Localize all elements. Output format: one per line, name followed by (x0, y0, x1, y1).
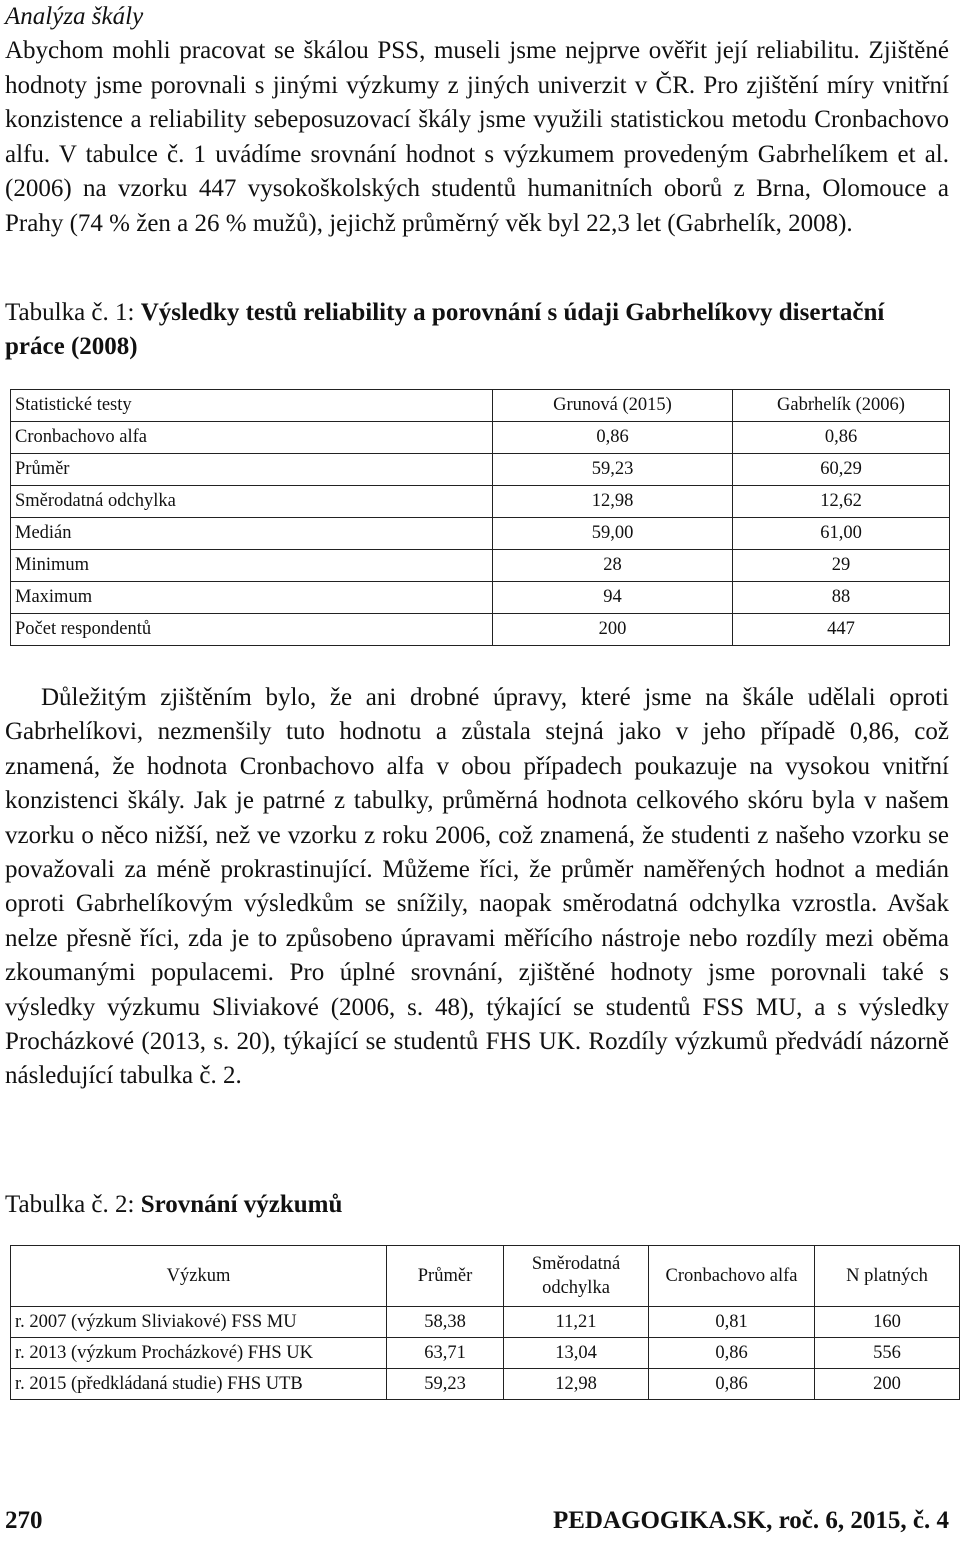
table-cell: Medián (11, 518, 493, 550)
table-header-cell: N platných (815, 1246, 960, 1307)
intro-paragraph: Abychom mohli pracovat se škálou PSS, museli jsme nejprve ověřit její reliabilitu. Zjištěné hodnoty jsme porovnali s jinými výzkumy z jiných univerzit v ČR. Pro zjištění míry vnitřní konzistence a reliability sebeposuzovací škály jsme využili statistickou metodu Cronbachovo alfu. V tabulce č. 1 uvádíme srovnání hodnot s výzkumem provedeným Gabrhelíkem et al. (2006) na vzorku 447 vysokoškolských studentů humanitních oborů z Brna, Olomouce a Prahy (74 % žen a 26 % mužů), jejichž průměrný věk byl 22,3 let (Gabrhelík, 2008). (5, 37, 949, 237)
table-header-cell: Průměr (387, 1246, 504, 1307)
table1-caption (5, 296, 949, 364)
table1-caption-prefix: Tabulka č. 1: (5, 299, 141, 326)
comparison-table (10, 1245, 960, 1400)
table-row (11, 1307, 960, 1338)
table-cell: 13,04 (504, 1338, 649, 1369)
page-footer (5, 1503, 949, 1539)
table-cell: 11,21 (504, 1307, 649, 1338)
section-heading: Analýza škály (5, 3, 144, 30)
table-cell: 88 (733, 582, 950, 614)
table1-caption-title: Výsledky testů reliability a porovnání s údaji Gabrhelíkovy disertační práce (2008) (5, 299, 885, 360)
table-header-cell: Grunová (2015) (493, 390, 733, 422)
table-row (11, 518, 950, 550)
table-row (11, 1369, 960, 1400)
table-cell: 12,98 (493, 486, 733, 518)
table-cell: 447 (733, 614, 950, 646)
reliability-table (10, 389, 950, 646)
table-cell: 60,29 (733, 454, 950, 486)
table-row (11, 422, 950, 454)
table-cell: 0,81 (649, 1307, 815, 1338)
table-row (11, 1338, 960, 1369)
table-cell: Směrodatná odchylka (11, 486, 493, 518)
table-cell: 556 (815, 1338, 960, 1369)
table-cell: 59,23 (493, 454, 733, 486)
table-cell: 12,62 (733, 486, 950, 518)
table-cell: 200 (815, 1369, 960, 1400)
table-cell: 61,00 (733, 518, 950, 550)
table-cell: Počet respondentů (11, 614, 493, 646)
table-row (11, 582, 950, 614)
table-cell: 59,23 (387, 1369, 504, 1400)
table-cell: 0,86 (493, 422, 733, 454)
table-cell: 29 (733, 550, 950, 582)
table-cell: r. 2015 (předkládaná studie) FHS UTB (11, 1369, 387, 1400)
table-cell: Cronbachovo alfa (11, 422, 493, 454)
table-header-row (11, 1246, 960, 1307)
table-cell: 0,86 (649, 1338, 815, 1369)
discussion-paragraph (5, 681, 949, 1094)
table-row (11, 614, 950, 646)
table-row (11, 486, 950, 518)
table-header-cell: Výzkum (11, 1246, 387, 1307)
table-cell: r. 2007 (výzkum Sliviakové) FSS MU (11, 1307, 387, 1338)
table2-caption-title: Srovnání výzkumů (140, 1191, 343, 1218)
table-cell: r. 2013 (výzkum Procházkové) FHS UK (11, 1338, 387, 1369)
table-header-cell: Gabrhelík (2006) (733, 390, 950, 422)
table-cell: 200 (493, 614, 733, 646)
table-header-row (11, 390, 950, 422)
discussion-text: Důležitým zjištěním bylo, že ani drobné úpravy, které jsme na škále udělali oproti Gabrhelíkovi, nezmenšily tuto hodnotu a zůstala stejná jako v jeho případě 0,86, což znamená, že hodnota Cronbachovo alfa v obou případech poukazuje na vysokou vnitřní konzistenci škály. Jak je patrné z tabulky, průměrná hodnota celkového skóru byla v našem vzorku o něco nižší, než ve vzorku z roku 2006, což znamená, že studenti z našeho vzorku se považovali za méně prokrastinující. Můžeme říci, že průměr naměřených hodnot a medián oproti Gabrhelíkovým výsledkům se snížily, naopak směrodatná odchylka vzrostla. Avšak nelze přesně říci, zda je to způsobeno úpravami měřícího nástroje nebo rozdíly mezi oběma zkoumanými populacemi. Pro úplné srovnání, zjištěné hodnoty jsme porovnali také s výsledky výzkumu Sliviakové (2006, s. 48), týkající se studentů FSS MU, a s výsledky Procházkové (2013, s. 20), týkající se studentů FHS UK. Rozdíly výzkumů předvádí názorně následující tabulka č. 2. (5, 684, 949, 1090)
table-cell: 0,86 (733, 422, 950, 454)
table-cell: 58,38 (387, 1307, 504, 1338)
page-number: 270 (5, 1507, 43, 1534)
journal-info: PEDAGOGIKA.SK, roč. 6, 2015, č. 4 (552, 1507, 949, 1534)
table-cell: 63,71 (387, 1338, 504, 1369)
table-cell: 59,00 (493, 518, 733, 550)
table-cell: Maximum (11, 582, 493, 614)
table-row (11, 550, 950, 582)
table-cell: 94 (493, 582, 733, 614)
table-cell: 12,98 (504, 1369, 649, 1400)
table-cell: 28 (493, 550, 733, 582)
table-header-cell: Směrodatná odchylka (504, 1246, 649, 1307)
table-header-cell: Statistické testy (11, 390, 493, 422)
table-cell: 160 (815, 1307, 960, 1338)
table-cell: Minimum (11, 550, 493, 582)
table-cell: 0,86 (649, 1369, 815, 1400)
table-row (11, 454, 950, 486)
table2-caption-prefix: Tabulka č. 2: (5, 1191, 141, 1218)
table2-caption (5, 1188, 949, 1222)
table-cell: Průměr (11, 454, 493, 486)
table-header-cell: Cronbachovo alfa (649, 1246, 815, 1307)
